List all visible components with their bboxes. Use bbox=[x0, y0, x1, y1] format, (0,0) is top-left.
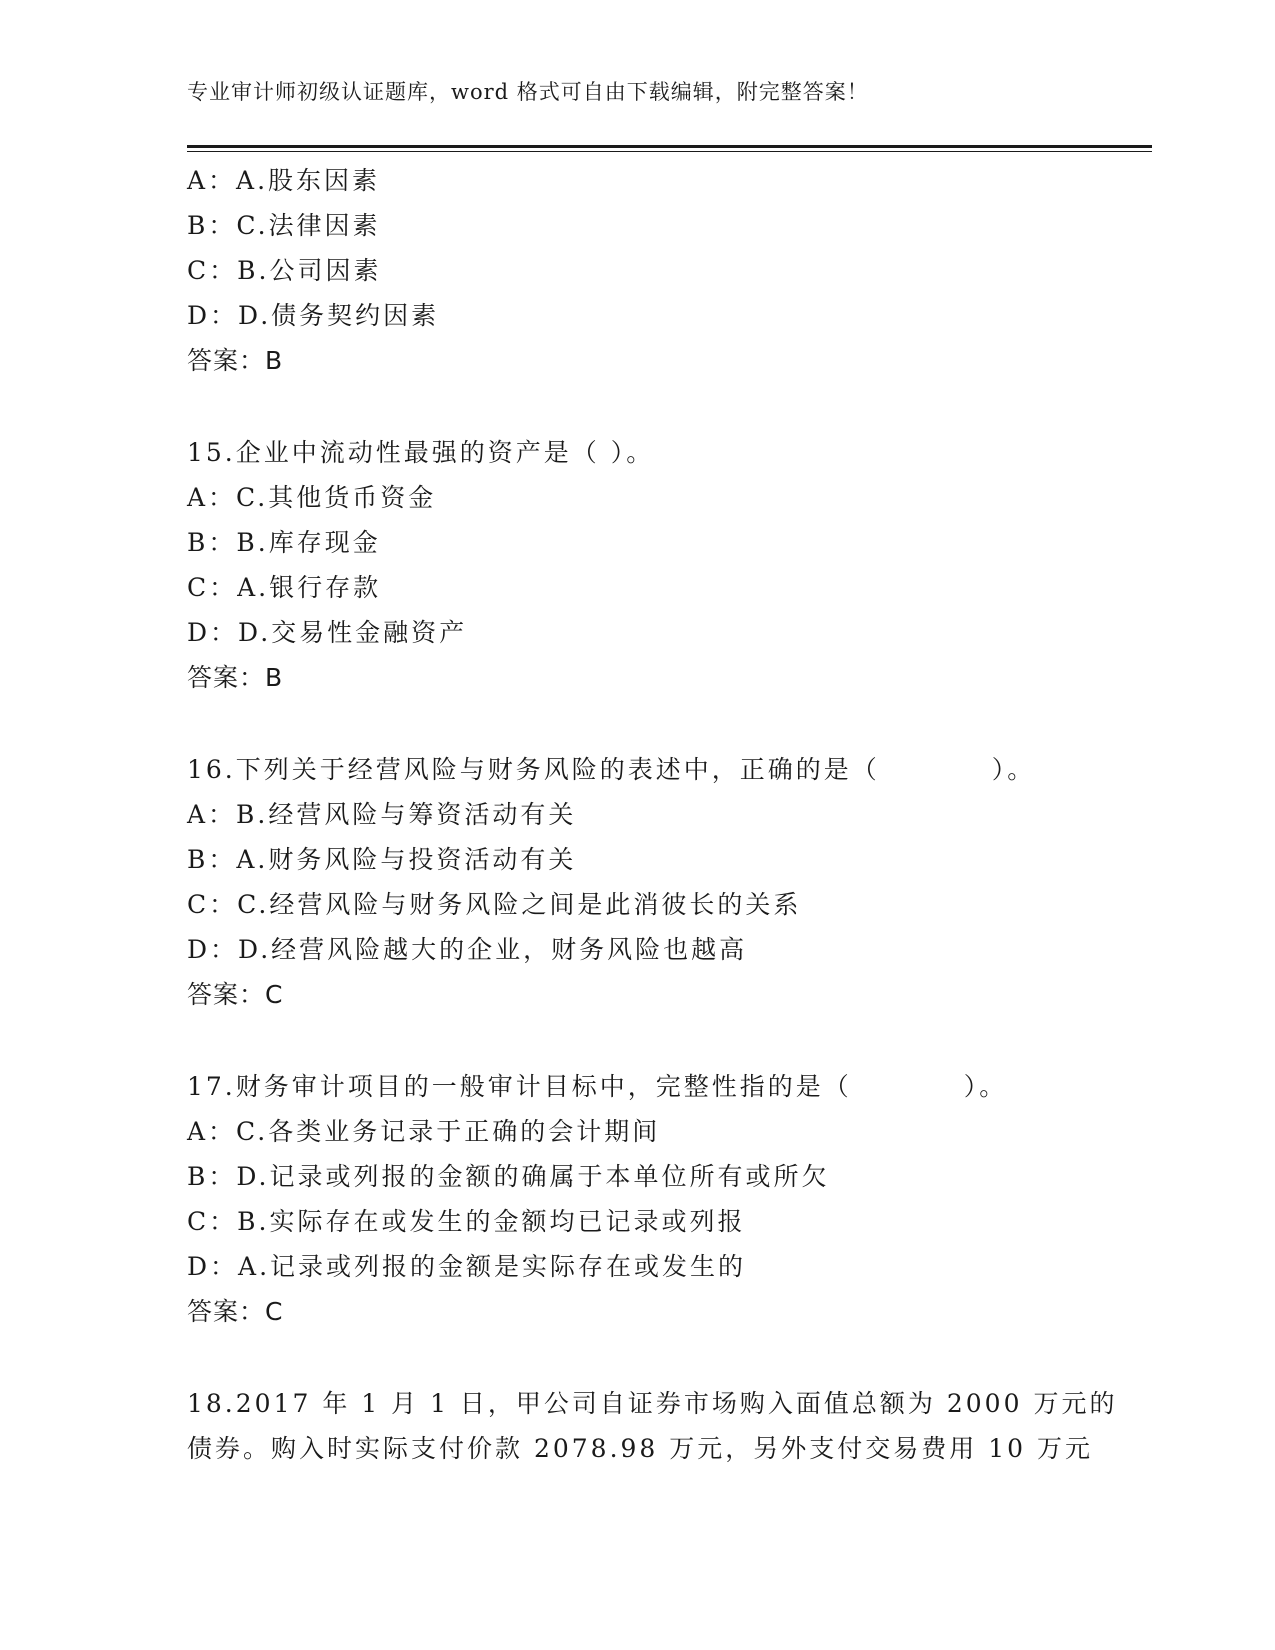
block-spacer bbox=[187, 383, 1087, 430]
block-spacer bbox=[187, 700, 1087, 747]
question-text: 15.企业中流动性最强的资产是（ ）。 bbox=[187, 438, 655, 467]
option-b: B：A.财务风险与投资活动有关 bbox=[187, 845, 577, 874]
question-content bbox=[187, 158, 1118, 1471]
question-text-line-2: 债券。购入时实际支付价款 2078.98 万元，另外支付交易费用 10 万元 bbox=[187, 1434, 1093, 1463]
question-block-17 bbox=[187, 1064, 1087, 1334]
option-a: A：C.其他货币资金 bbox=[187, 483, 437, 512]
option-d: D：A.记录或列报的金额是实际存在或发生的 bbox=[187, 1252, 747, 1281]
option-a: A：C.各类业务记录于正确的会计期间 bbox=[187, 1117, 661, 1146]
option-d: D：D.债务契约因素 bbox=[187, 301, 440, 330]
option-b: B：C.法律因素 bbox=[187, 211, 381, 240]
option-d: D：D.经营风险越大的企业，财务风险也越高 bbox=[187, 935, 748, 964]
option-a: A：B.经营风险与筹资活动有关 bbox=[187, 800, 577, 829]
option-c: C：A.银行存款 bbox=[187, 573, 382, 602]
answer-line: 答案：C bbox=[187, 1297, 284, 1326]
page-header: 专业审计师初级认证题库，word 格式可自由下载编辑，附完整答案！ bbox=[187, 80, 869, 104]
question-text: 17.财务审计项目的一般审计目标中，完整性指的是（ ）。 bbox=[187, 1072, 1008, 1101]
option-d: D：D.交易性金融资产 bbox=[187, 618, 468, 647]
option-c: C：B.公司因素 bbox=[187, 256, 382, 285]
answer-line: 答案：C bbox=[187, 980, 284, 1009]
answer-line: 答案：B bbox=[187, 346, 284, 375]
header-rule-thick bbox=[187, 145, 1152, 148]
question-block-18 bbox=[187, 1381, 1118, 1471]
question-text: 16.下列关于经营风险与财务风险的表述中，正确的是（ ）。 bbox=[187, 755, 1036, 784]
question-block-15 bbox=[187, 430, 1087, 700]
question-block-14 bbox=[187, 158, 1087, 383]
answer-line: 答案：B bbox=[187, 663, 284, 692]
option-c: C：B.实际存在或发生的金额均已记录或列报 bbox=[187, 1207, 746, 1236]
question-block-16 bbox=[187, 747, 1087, 1017]
block-spacer bbox=[187, 1017, 1087, 1064]
option-b: B：B.库存现金 bbox=[187, 528, 381, 557]
block-spacer bbox=[187, 1334, 1087, 1381]
header-rule-thin bbox=[187, 151, 1152, 152]
question-text-line-1: 18.2017 年 1 月 1 日，甲公司自证券市场购入面值总额为 2000 万元的 bbox=[187, 1389, 1118, 1418]
option-b: B：D.记录或列报的金额的确属于本单位所有或所欠 bbox=[187, 1162, 830, 1191]
option-c: C：C.经营风险与财务风险之间是此消彼长的关系 bbox=[187, 890, 802, 919]
option-a: A：A.股东因素 bbox=[187, 166, 381, 195]
